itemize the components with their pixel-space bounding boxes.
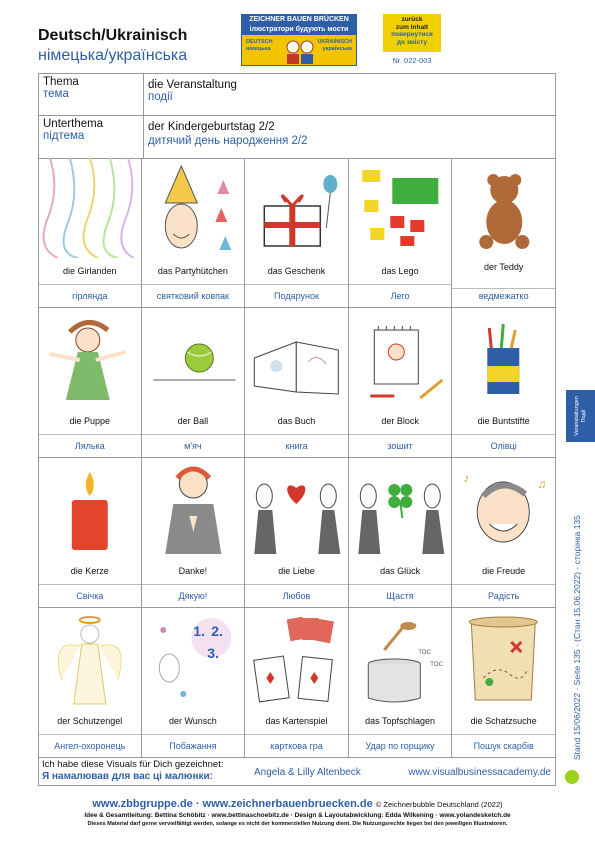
vocab-card <box>142 608 246 758</box>
illustrator-credit <box>38 758 556 786</box>
back-de1: zurück <box>401 16 423 23</box>
svg-text:♫: ♫ <box>537 477 547 491</box>
logo-right2: українська <box>322 46 352 52</box>
love-heart-icon <box>245 458 348 558</box>
angel-icon <box>39 608 141 708</box>
website-links[interactable]: www.zbbgruppe.de · www.zeichnerbauenbruecken.de <box>92 798 373 810</box>
label-ua: м'яч <box>184 441 202 451</box>
label-de: der Teddy <box>452 258 555 289</box>
label-de: Danke! <box>142 558 245 585</box>
notepad-icon <box>349 308 452 408</box>
label-de: der Ball <box>142 408 245 435</box>
lego-icon <box>349 158 452 258</box>
crayons-icon <box>452 308 555 408</box>
logo-line1: ZEICHNER BAUEN BRÜCKEN <box>249 16 349 23</box>
unterthema-ua: дитячий день народження 2/2 <box>148 135 308 147</box>
vocab-card <box>452 158 556 308</box>
vocab-card <box>452 308 556 458</box>
label-de: die Schatzsuche <box>452 708 555 735</box>
playing-cards-icon <box>245 608 348 708</box>
vocab-card <box>142 458 246 608</box>
zbb-logo[interactable] <box>241 14 357 66</box>
svg-text:♪: ♪ <box>463 471 470 485</box>
label-ua: Подарунок <box>274 291 319 301</box>
label-de: die Buntstifte <box>452 408 555 435</box>
wish-numbers-icon <box>142 608 245 708</box>
vocab-card <box>142 308 246 458</box>
label-ua: гірлянда <box>72 291 108 301</box>
label-de: das Buch <box>245 408 348 435</box>
party-hat-icon <box>142 158 245 258</box>
vocab-card <box>38 158 142 308</box>
label-de: die Freude <box>452 558 555 585</box>
label-ua: Ангел-охоронець <box>54 741 126 751</box>
vocabulary-grid <box>38 158 556 758</box>
copyright: © Zeichnerbubble Deutschland (2022) <box>375 800 503 809</box>
logo-right1: UKRAINISCH <box>317 39 352 45</box>
gift-icon <box>245 158 348 258</box>
page-number: Nr. 022-003 <box>392 56 432 65</box>
label-ua: Радість <box>488 591 520 601</box>
title-ua: німецька/українська <box>38 47 188 64</box>
label-ua: Пошук скарбів <box>473 741 534 751</box>
vocab-card <box>38 308 142 458</box>
label-ua: Лялька <box>74 441 105 451</box>
vocab-card <box>245 158 349 308</box>
unterthema-label-ua: підтема <box>43 130 85 142</box>
label-ua: святковий ковпак <box>156 291 229 301</box>
label-de: das Partyhütchen <box>142 258 245 285</box>
ball-icon <box>142 308 245 408</box>
pot-spoon-icon <box>349 608 452 708</box>
vocab-card <box>349 158 453 308</box>
label-ua: Лего <box>390 291 410 301</box>
svg-text:1.: 1. <box>192 623 205 639</box>
label-de: das Kartenspiel <box>245 708 348 735</box>
thank-you-person-icon <box>142 458 245 558</box>
thema-de: die Veranstaltung <box>148 79 237 91</box>
vocab-card <box>245 458 349 608</box>
label-de: das Glück <box>349 558 452 585</box>
teddy-icon <box>452 158 555 258</box>
svg-text:2.: 2. <box>210 623 223 639</box>
vocab-card <box>38 608 142 758</box>
label-ua: Олівці <box>490 441 517 451</box>
footer-credits: Idee & Gesamtleitung: Bettina Schöbitz · www.bettinaschoebitz.de · Design & Layoutabwicklung: Edda Wilkening · www.yolandesketch.de <box>84 812 511 819</box>
svg-text:3.: 3. <box>206 645 219 661</box>
joy-face-icon <box>452 458 555 558</box>
label-ua: Свічка <box>76 591 104 601</box>
footer-license: Dieses Material darf gerne vervielfältigt werden, solange es nicht der kommerziellen Nutzung dient. Die Nutzungsrechte liegen bei den jeweiligen Illustratoren. <box>87 821 508 827</box>
book-icon <box>245 308 348 408</box>
treasure-map-icon <box>452 608 555 708</box>
label-ua: Дякую! <box>178 591 208 601</box>
doll-icon <box>39 308 141 408</box>
illustrator-names: Angela & Lilly Altenbeck <box>254 767 361 778</box>
label-de: das Topfschlagen <box>349 708 452 735</box>
topic-table <box>38 73 556 159</box>
vocab-card <box>452 458 556 608</box>
stand-page-info: Stand 15/06/2022 · Seite 135 · (Стан 15.06.2022) · сторінка 135 <box>572 515 582 760</box>
unterthema-label-de: Unterthema <box>43 118 104 130</box>
logo-left2: німецька <box>246 46 271 52</box>
label-de: das Geschenk <box>245 258 348 285</box>
vocab-card <box>452 608 556 758</box>
vocab-card <box>349 608 453 758</box>
label-de: die Kerze <box>39 558 141 585</box>
label-de: die Liebe <box>245 558 348 585</box>
back-ua1: повернутися <box>391 31 433 38</box>
clover-luck-icon <box>349 458 452 558</box>
section-tab-ua: Події <box>580 409 587 423</box>
label-de: die Girlanden <box>39 258 141 285</box>
label-de: die Puppe <box>39 408 141 435</box>
title-de: Deutsch/Ukrainisch <box>38 27 188 44</box>
logo-left1: DEUTSCH <box>246 39 273 45</box>
section-tab-de: Veranstaltungen <box>573 396 580 436</box>
thema-label-ua: тема <box>43 88 69 100</box>
back-de2: zum Inhalt <box>395 23 429 31</box>
vocab-card <box>349 308 453 458</box>
label-de: der Block <box>349 408 452 435</box>
label-ua: Удар по горщику <box>365 741 435 751</box>
illustrator-url-link[interactable]: www.visualbusinessacademy.de <box>408 767 551 778</box>
vocab-card <box>349 458 453 608</box>
logo-illustration-icon <box>282 36 318 66</box>
unterthema-de: der Kindergeburtstag 2/2 <box>148 121 275 133</box>
label-ua: ведмежатко <box>478 291 529 301</box>
label-de: der Wunsch <box>142 708 245 735</box>
label-ua: Любов <box>282 591 311 601</box>
section-tab[interactable] <box>566 390 595 442</box>
back-ua2: до змісту <box>396 38 428 46</box>
svg-text:TOC: TOC <box>430 662 443 668</box>
back-to-contents-button[interactable] <box>383 14 441 52</box>
thema-ua: події <box>148 91 173 103</box>
vocab-card <box>38 458 142 608</box>
footer-links <box>0 798 595 810</box>
label-de: der Schutzengel <box>39 708 141 735</box>
svg-text:TOC: TOC <box>418 650 431 656</box>
label-ua: зошит <box>387 441 413 451</box>
green-dot-icon <box>565 770 579 784</box>
thema-label-de: Thema <box>43 76 79 88</box>
label-de: das Lego <box>349 258 452 285</box>
candle-icon <box>39 458 141 558</box>
vocab-card <box>245 608 349 758</box>
vocab-card <box>245 308 349 458</box>
logo-line2: ілюстратори будують мости <box>249 26 349 33</box>
label-ua: карткова гра <box>270 741 323 751</box>
vocab-card <box>142 158 246 308</box>
label-ua: Побажання <box>169 741 217 751</box>
label-ua: Щастя <box>386 591 414 601</box>
credit-question-de: Ich habe diese Visuals für Dich gezeichnet: <box>42 759 224 770</box>
garland-icon <box>39 158 141 258</box>
label-ua: книга <box>285 441 308 451</box>
credit-question-ua: Я намалював для вас ці малюнки: <box>42 771 213 782</box>
